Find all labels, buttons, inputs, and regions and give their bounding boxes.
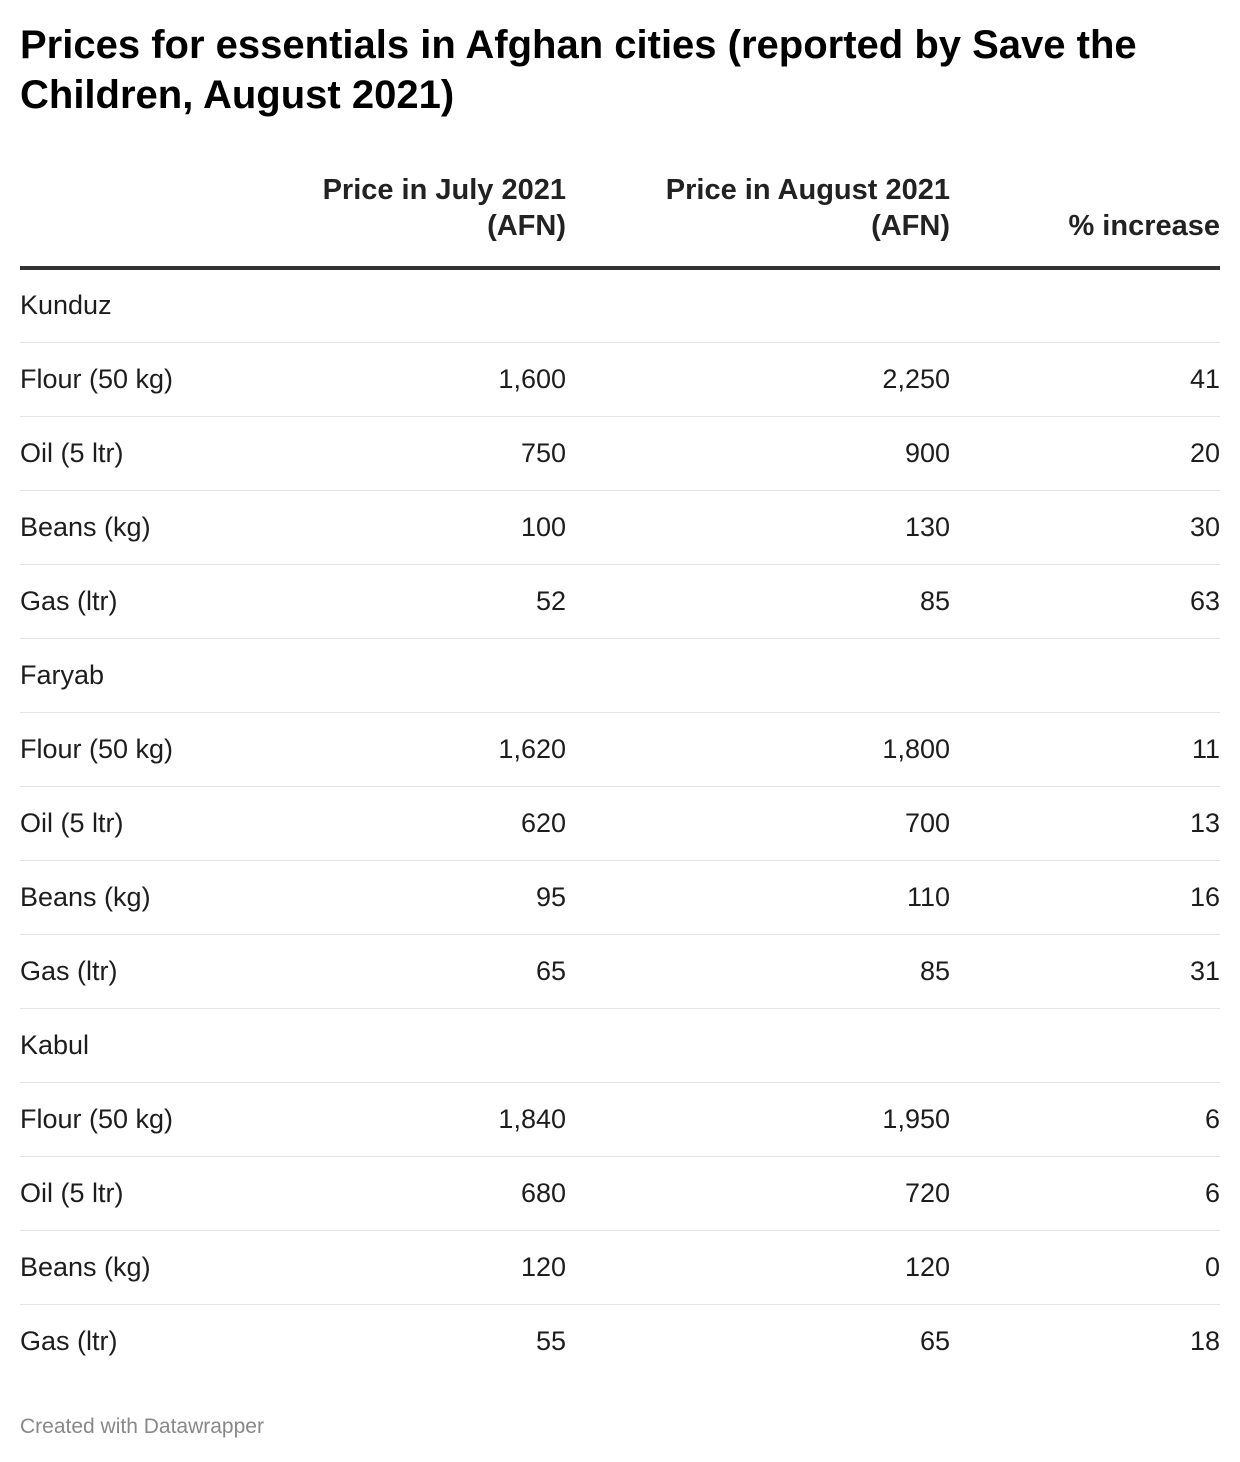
august-price-cell: 85 [566, 934, 950, 1008]
column-header-august-price: Price in August 2021 (AFN) [566, 172, 950, 268]
july-price-cell: 120 [270, 1230, 566, 1304]
column-header-item [20, 172, 270, 268]
percent-increase-cell: 20 [950, 416, 1220, 490]
item-name-cell: Beans (kg) [20, 490, 270, 564]
datawrapper-credit: Created with Datawrapper [20, 1415, 264, 1438]
table-row [20, 342, 1220, 416]
table-row [20, 1082, 1220, 1156]
percent-increase-cell: 18 [1189, 1325, 1220, 1356]
price-table-container [20, 172, 1220, 1378]
item-name-cell: Oil (5 ltr) [20, 786, 270, 860]
table-row [20, 1230, 1220, 1304]
item-name-cell: Flour (50 kg) [20, 712, 270, 786]
price-table [20, 172, 1220, 1378]
august-price-cell: 110 [566, 860, 950, 934]
table-header-row [20, 172, 1220, 268]
august-price-cell: 1,800 [566, 712, 950, 786]
table-row [20, 1156, 1220, 1230]
july-price-cell: 95 [270, 860, 566, 934]
august-price-cell: 130 [566, 490, 950, 564]
july-price-cell: 1,620 [270, 712, 566, 786]
table-row [20, 712, 1220, 786]
group-row [20, 638, 1220, 712]
item-name-cell: Oil (5 ltr) [20, 1156, 270, 1230]
percent-increase-cell: 41 [950, 342, 1220, 416]
item-name-cell: Gas (ltr) [20, 1325, 118, 1356]
column-header-percent-increase: % increase [950, 172, 1220, 268]
july-price-cell: 620 [270, 786, 566, 860]
city-group-label: Kabul [20, 1008, 1220, 1082]
table-row [20, 934, 1220, 1008]
item-name-cell: Beans (kg) [20, 1230, 270, 1304]
august-price-cell: 120 [566, 1230, 950, 1304]
group-row [20, 1008, 1220, 1082]
table-row [20, 1304, 1220, 1378]
chart-title: Prices for essentials in Afghan cities (reported by Save the Children, August 2021) [20, 23, 1137, 117]
table-row [20, 860, 1220, 934]
group-row [20, 268, 1220, 342]
august-price-cell: 65 [919, 1325, 950, 1356]
item-name-cell: Gas (ltr) [20, 934, 270, 1008]
percent-increase-cell: 31 [950, 934, 1220, 1008]
item-name-cell: Oil (5 ltr) [20, 416, 270, 490]
percent-increase-cell: 63 [950, 564, 1220, 638]
july-price-cell: 1,600 [270, 342, 566, 416]
city-group-label: Kunduz [20, 268, 1220, 342]
july-price-cell: 680 [270, 1156, 566, 1230]
table-row [20, 490, 1220, 564]
item-name-cell: Beans (kg) [20, 860, 270, 934]
percent-increase-cell: 0 [950, 1230, 1220, 1304]
column-header-july-price: Price in July 2021 (AFN) [270, 172, 566, 268]
percent-increase-cell: 30 [950, 490, 1220, 564]
july-price-cell: 750 [270, 416, 566, 490]
percent-increase-cell: 11 [950, 712, 1220, 786]
percent-increase-cell: 6 [950, 1082, 1220, 1156]
item-name-cell: Flour (50 kg) [20, 342, 270, 416]
august-price-cell: 700 [566, 786, 950, 860]
august-price-cell: 2,250 [566, 342, 950, 416]
july-price-cell: 65 [270, 934, 566, 1008]
table-row [20, 416, 1220, 490]
item-name-cell: Gas (ltr) [20, 564, 270, 638]
item-name-cell: Flour (50 kg) [20, 1082, 270, 1156]
percent-increase-cell: 13 [950, 786, 1220, 860]
august-price-cell: 900 [566, 416, 950, 490]
july-price-cell: 100 [270, 490, 566, 564]
percent-increase-cell: 6 [950, 1156, 1220, 1230]
table-body [20, 268, 1220, 1378]
july-price-cell: 1,840 [270, 1082, 566, 1156]
july-price-cell: 52 [270, 564, 566, 638]
table-row [20, 564, 1220, 638]
percent-increase-cell: 16 [950, 860, 1220, 934]
august-price-cell: 1,950 [566, 1082, 950, 1156]
city-group-label: Faryab [20, 638, 1220, 712]
august-price-cell: 720 [566, 1156, 950, 1230]
july-price-cell: 55 [535, 1325, 566, 1356]
august-price-cell: 85 [566, 564, 950, 638]
table-row [20, 786, 1220, 860]
